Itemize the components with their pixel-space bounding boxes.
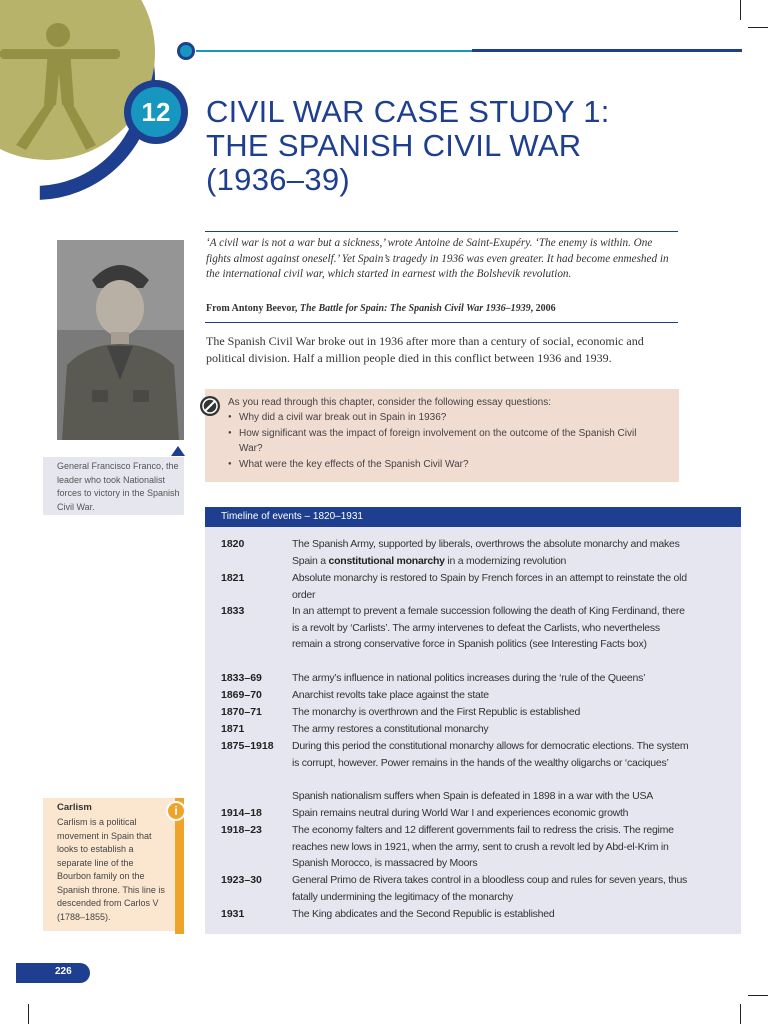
timeline-text: General Primo de Rivera takes control in a bloodless coup and rules for seven years, thus fatally undermining the legitimacy of the monarchy (292, 874, 688, 903)
timeline-text: in a modernizing revolution (444, 554, 567, 567)
title-line: CIVIL WAR CASE STUDY 1: (206, 94, 610, 129)
timeline-year: 1923–30 (221, 874, 262, 886)
timeline-description (292, 536, 692, 569)
franco-photo (57, 240, 184, 440)
timeline-year: 1871 (221, 723, 245, 735)
quote-source-suffix: , 2006 (530, 303, 556, 314)
timeline-text: Spain remains neutral during World War I and experiences economic growth (292, 807, 629, 819)
timeline-text: The Spanish Army, supported by liberals, overthrows the absolute monarchy and makes Spain a (292, 538, 680, 567)
quote-source-title: The Battle for Spain: The Spanish Civil War 1936–1939 (299, 303, 531, 314)
timeline-year: 1918–23 (221, 824, 262, 836)
timeline-description (292, 788, 692, 805)
timeline-text: During this period the constitutional monarchy allows for democratic elections. The system is corrupt, however. Power remains in the hands of the wealthy oligarchs or ‘caciques’ (292, 740, 689, 769)
timeline-year: 1821 (221, 572, 245, 584)
timeline-year: 1833 (221, 605, 245, 617)
timeline-description (292, 670, 692, 687)
page-title (206, 95, 726, 197)
page-number: 226 (55, 966, 72, 977)
timeline-text: Anarchist revolts take place against the state (292, 689, 489, 701)
timeline-year: 1869–70 (221, 689, 262, 701)
crop-mark (748, 27, 768, 28)
timeline-text: The King abdicates and the Second Republic is established (292, 908, 555, 920)
timeline-year: 1820 (221, 538, 245, 550)
timeline-description (292, 721, 692, 738)
timeline-year: 1914–18 (221, 807, 262, 819)
header-rule-accent (472, 49, 742, 52)
timeline-year: 1833–69 (221, 672, 262, 684)
quote-source (206, 303, 676, 314)
timeline-year: 1931 (221, 908, 245, 920)
glossary-term: constitutional monarchy (328, 554, 445, 567)
timeline-year: 1870–71 (221, 706, 262, 718)
crop-mark (748, 995, 768, 996)
intro-paragraph: The Spanish Civil War broke out in 1936 after more than a century of social, economic and political division. Half a million people died in this conflict between 1936 and 1939. (206, 334, 644, 365)
essay-intro: As you read through this chapter, consider the following essay questions: (228, 397, 551, 408)
quote-rule (205, 322, 678, 323)
timeline-title: Timeline of events – 1820–1931 (221, 511, 363, 522)
timeline-description (292, 570, 692, 603)
timeline-text: The monarchy is overthrown and the First Republic is established (292, 706, 581, 718)
timeline-description (292, 704, 692, 721)
essay-question-list (228, 410, 658, 473)
portrait-image (57, 240, 184, 440)
timeline-description (292, 906, 692, 923)
carlism-title: Carlism (57, 802, 92, 813)
timeline-year: 1875–1918 (221, 740, 274, 752)
quote-rule (205, 231, 678, 232)
title-line: (1936–39) (206, 162, 351, 197)
timeline-description (292, 822, 692, 872)
no-pen-icon (200, 396, 220, 416)
timeline-description (292, 872, 692, 905)
chapter-number: 12 (131, 87, 181, 137)
crop-mark (740, 0, 741, 20)
title-line: THE SPANISH CIVIL WAR (206, 128, 582, 163)
crop-mark (28, 1004, 29, 1024)
carlism-text: Carlism is a political movement in Spain that looks to establish a separate line of the Bourbon family on the Spanish throne. This line is descended from Carlos V (1788–1855). (57, 817, 165, 922)
timeline-description (292, 603, 692, 653)
timeline-description (292, 687, 692, 704)
caption-pointer-icon (171, 446, 185, 456)
timeline-text: In an attempt to prevent a female succession following the death of King Ferdinand, there is a revolt by ‘Carlists’. The army intervenes to defeat the Carlists, who nevertheless remain a strong conservative force in Spanish politics (see Interesting Facts box) (292, 605, 685, 650)
crop-mark (740, 1004, 741, 1024)
list-item: ● How significant was the impact of foreign involvement on the outcome of the Spanish Civil War? (228, 426, 658, 456)
timeline-description (292, 805, 692, 822)
timeline-text: The army restores a constitutional monarchy (292, 723, 489, 735)
quote-source-prefix: From Antony Beevor, (206, 303, 300, 314)
timeline-text: The economy falters and 12 different governments fail to redress the crisis. The regime reaches new lows in 1921, when the army, sent to crush a revolt led by Abd-el-Krim in Spanish Morocco, is massacred by Moors (292, 824, 674, 869)
page-number-tab (16, 963, 90, 983)
timeline-text: The army’s influence in national politics increases during the ‘rule of the Queens’ (292, 672, 646, 684)
list-item: ● What were the key effects of the Spanish Civil War? (228, 457, 658, 472)
header-dot-icon (177, 42, 195, 60)
timeline-text: Absolute monarchy is restored to Spain by French forces in an attempt to reinstate the old order (292, 572, 687, 601)
list-item: ● Why did a civil war break out in Spain in 1936? (228, 410, 658, 425)
timeline-text: Spanish nationalism suffers when Spain is defeated in 1898 in a war with the USA (292, 790, 653, 802)
timeline-description (292, 738, 692, 771)
photo-caption: General Francisco Franco, the leader who took Nationalist forces to victory in the Spanish Civil War. (57, 461, 180, 512)
info-icon: i (166, 801, 186, 821)
epigraph-quote: ‘A civil war is not a war but a sickness,’ wrote Antoine de Saint-Exupéry. ‘The enemy is within. One fights almost against oneself.’ Yet Spain’s tragedy in 1936 was even greater. It had become enmeshed in the international civil war, which started in earnest with the Bolshevik revolution. (206, 237, 669, 280)
